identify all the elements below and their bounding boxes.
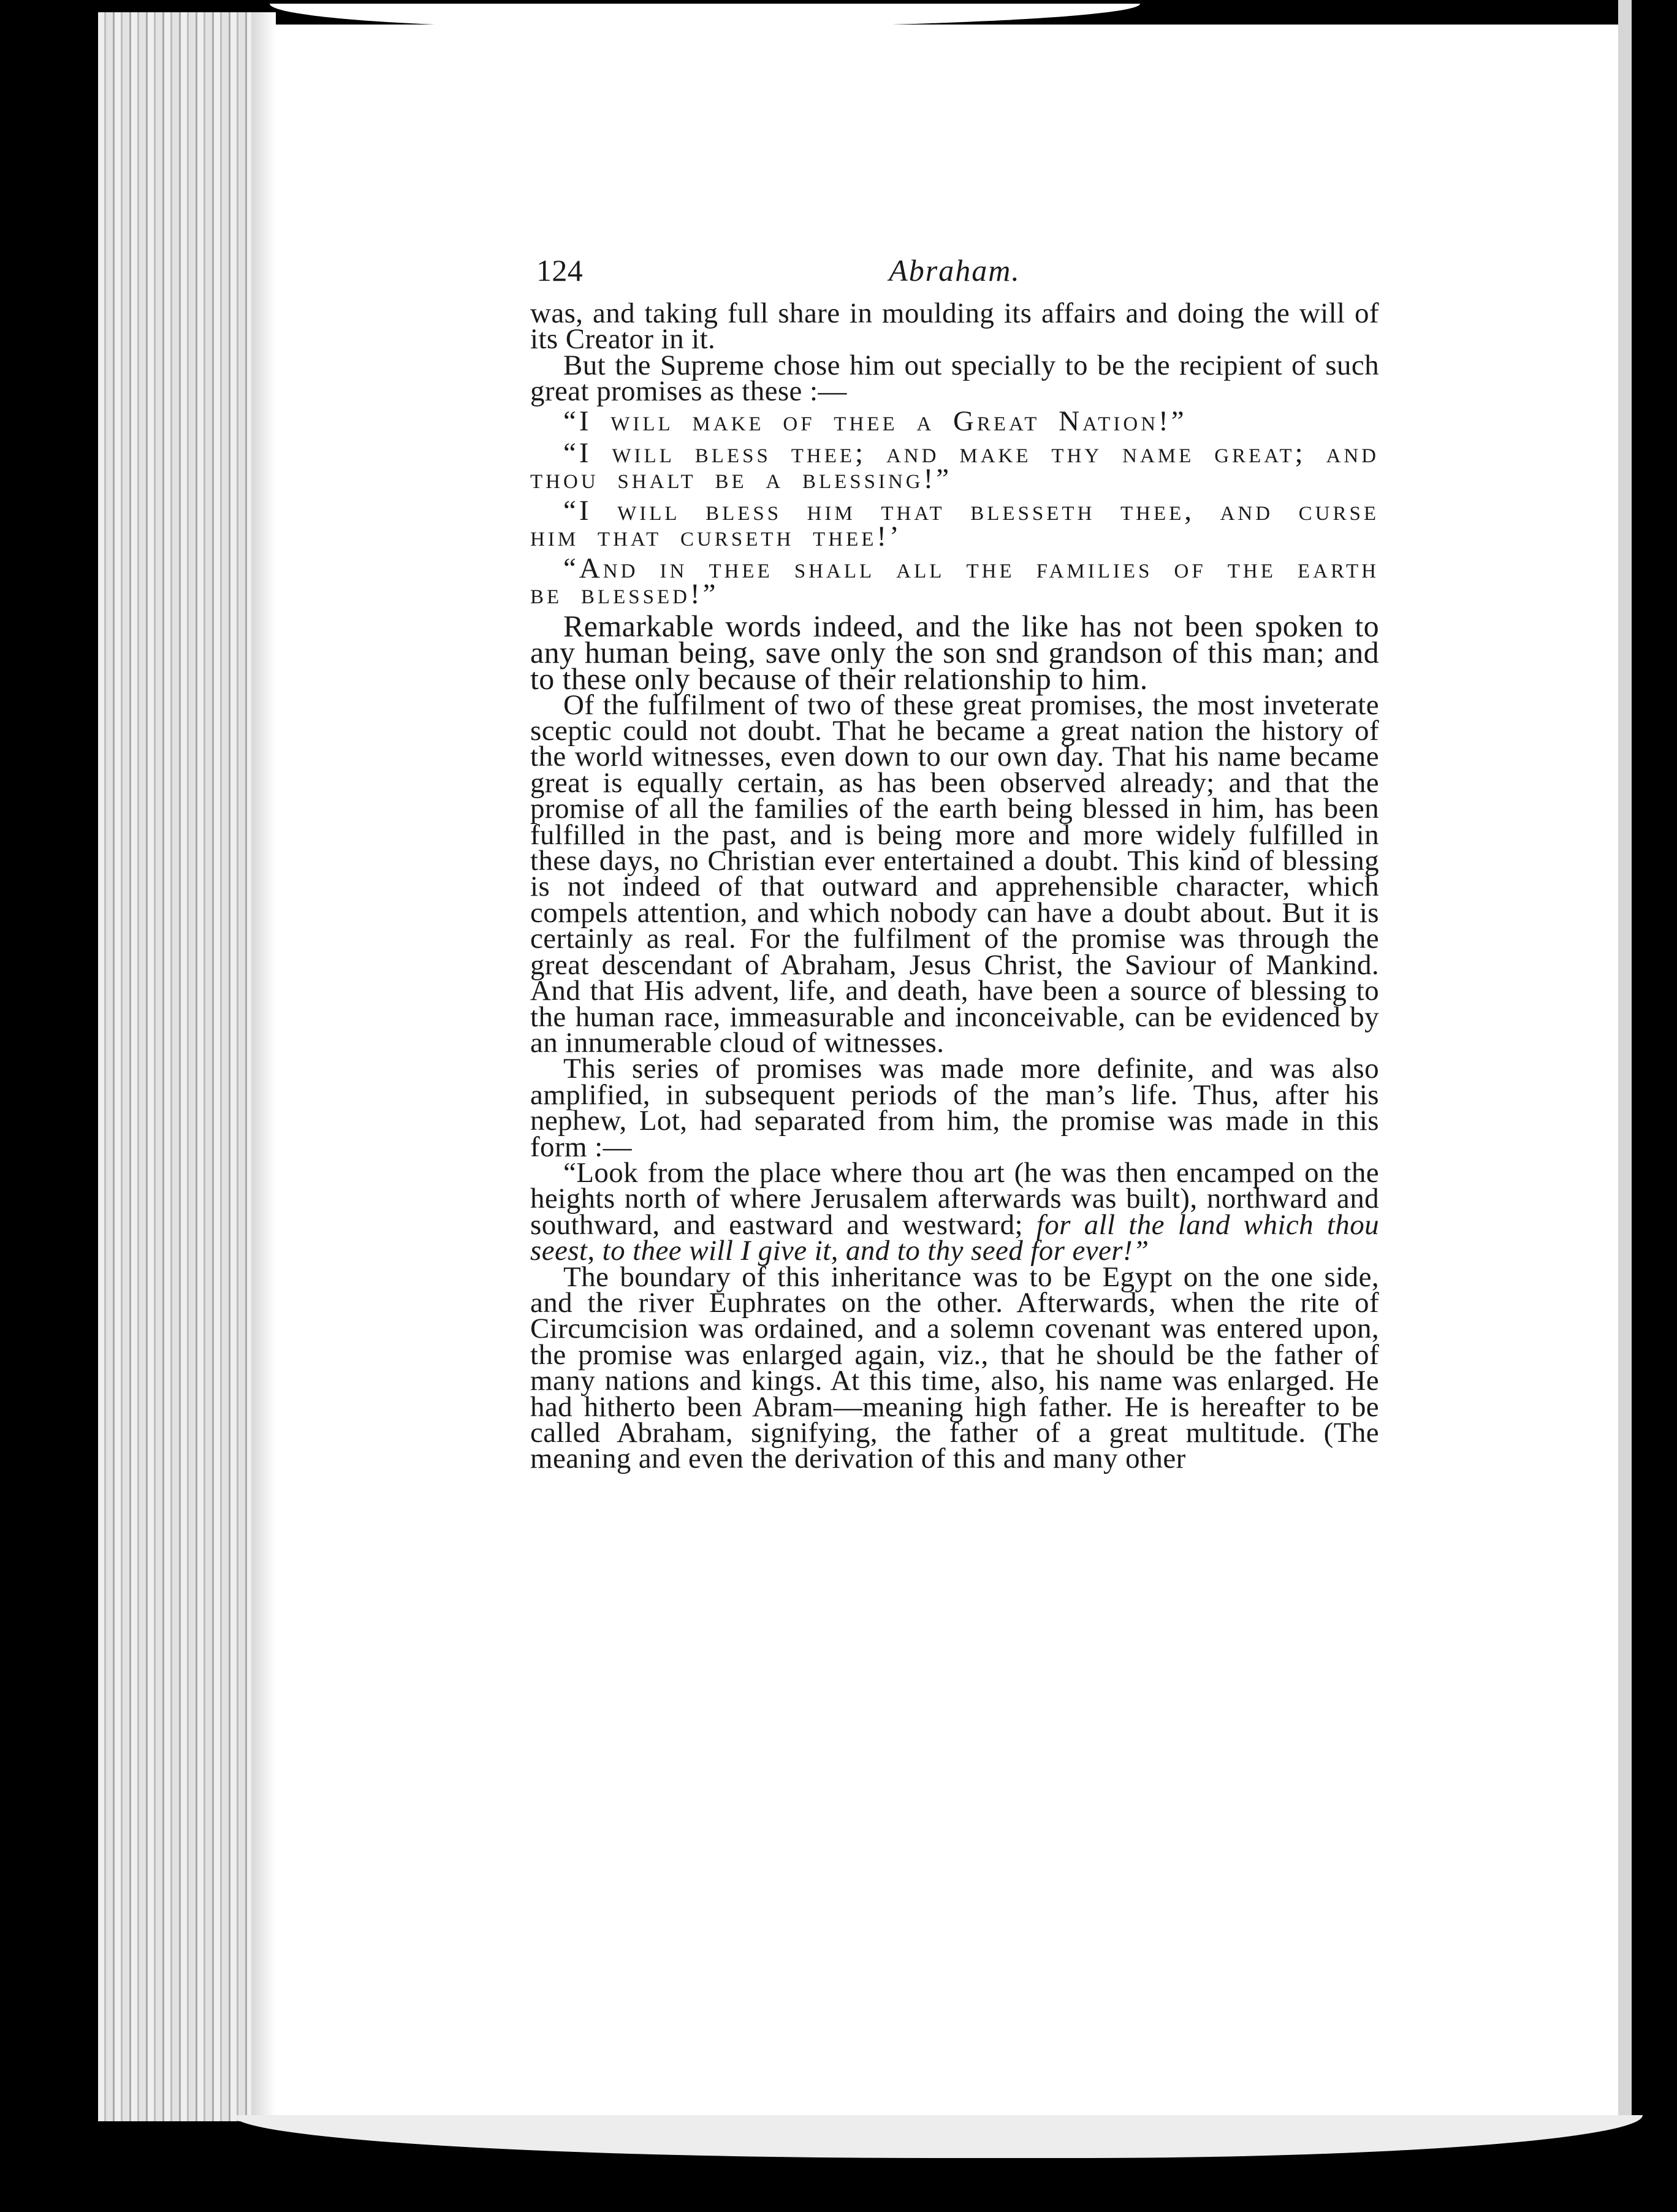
promise-quote-all-families: “And in thee shall all the families of the earth be blessed!” <box>530 552 1379 610</box>
paragraph-supreme: But the Supreme chose him out specially to be the recipient of such great promises as these :— <box>530 349 1379 408</box>
facing-page-edge <box>1618 0 1632 2212</box>
page-text-column <box>530 253 1379 1475</box>
scan-border-left <box>0 0 98 2212</box>
look-quote-roman: “Look from the place where thou art (he was then encamped on the heights north of where Jerusalem afterwards was built), northward and southward, and eastward and westward; <box>530 1156 1379 1241</box>
scan-border-bottom <box>0 2121 1677 2212</box>
page-curl <box>270 4 1140 28</box>
promise-quote-great-nation: “I will make of thee a Great Nation!” <box>563 405 1187 437</box>
page-bottom-edge <box>233 2115 1643 2158</box>
scan-border-right <box>1632 0 1677 2212</box>
promise-quote-bless-him: “I will bless him that blesseth thee, and curse him that curseth thee!’ <box>530 494 1379 552</box>
paragraph-boundary: The boundary of this inheritance was to be Egypt on the one side, and the river Euphrates on the other. Afterwards, when the rite of Circumcision was ordained, and a solemn covenant was entered upon, the promise was enlarged again, viz., that he should be the father of many nations and kings. At this time, also, his name was enlarged. He had hitherto been Abram—meaning high father. He is hereafter to be called Abraham, signifying, the father of a great multitude. (The meaning and even the derivation of this and many other <box>530 1260 1379 1475</box>
gutter-shadow <box>251 12 276 2127</box>
page-number: 124 <box>536 253 584 288</box>
running-title: Abraham. <box>889 253 1021 288</box>
running-head <box>530 253 1379 297</box>
paragraph-fulfilment: Of the fulfilment of two of these great promises, the most inveterate sceptic could not doubt. That he became a great nation the history of the world witnesses, even down to our own day. That his name became great is equally certain, as has been observed already; and that the promise of all the families of the earth being blessed in him, has been fulfilled in the past, and is being more and more widely fulfilled in these days, no Christian ever entertained a doubt. This kind of blessing is not indeed of that outward and apprehensible character, which compels attention, and which nobody can have a doubt about. But it is certainly as real. For the fulfilment of the promise was through the great descendant of Abraham, Jesus Christ, the Saviour of Mankind. And that His advent, life, and death, have been a source of blessing to the human race, immeasurable and inconceivable, can be evidenced by an innumerable cloud of witnesses. <box>530 688 1379 1059</box>
paragraph-series-of-promises: This series of promises was made more definite, and was also amplified, in subsequent periods of the man’s life. Thus, after his nephew, Lot, had separated from him, the promise was made in this form :— <box>530 1053 1379 1163</box>
paragraph-continuation: was, and taking full share in moulding its affairs and doing the will of its Creator in it. <box>530 297 1379 356</box>
promise-quote-bless-thee: “I will bless thee; and make thy name great; and thou shalt be a blessing!” <box>530 437 1379 495</box>
book-page-edges <box>98 12 251 2127</box>
paragraph-look-quote <box>530 1156 1379 1267</box>
paragraph-remarkable-words: Remarkable words indeed, and the like has not been spoken to any human being, save only the son snd grandson of this man; and to these only because of their relationship to him. <box>530 608 1379 696</box>
look-quote-italic: for all the land which thou seest, to thee will I give it, and to thy seed for ever!” <box>530 1208 1379 1267</box>
